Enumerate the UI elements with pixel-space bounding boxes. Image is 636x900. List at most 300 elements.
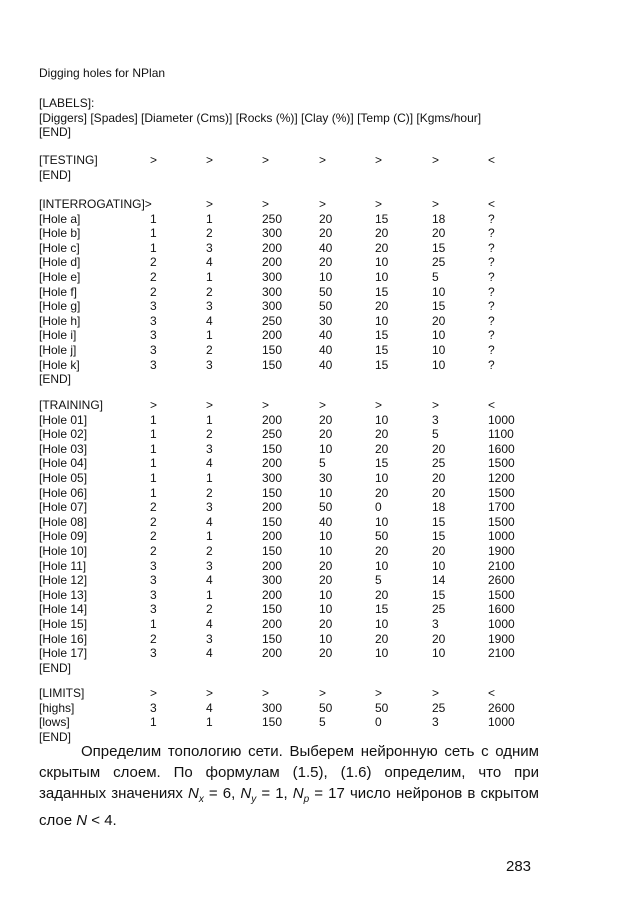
- table-cell: [Hole 13]: [39, 587, 88, 602]
- table-cell: 18: [432, 500, 446, 515]
- table-cell: >: [432, 398, 440, 412]
- table-cell: 20: [319, 646, 333, 661]
- table-cell: [Hole 15]: [39, 617, 88, 631]
- table-cell: >: [206, 153, 214, 167]
- table-cell: 40: [319, 240, 333, 255]
- section-end: [END]: [39, 729, 72, 744]
- table-cell: 15: [432, 529, 446, 544]
- table-cell: 1900: [488, 631, 515, 646]
- table-cell: 50: [375, 700, 389, 715]
- table-cell: 3: [432, 715, 439, 730]
- table-cell: 15: [375, 284, 389, 299]
- table-row: [0, 544, 636, 559]
- table-cell: 1500: [488, 485, 515, 500]
- table-cell: [Hole 16]: [39, 631, 88, 646]
- table-cell: ?: [488, 270, 495, 284]
- table-cell: 25: [432, 700, 446, 715]
- table-cell: 2: [150, 500, 157, 515]
- table-cell: >: [375, 398, 383, 412]
- table-cell: 1: [206, 715, 213, 730]
- table-cell: 20: [375, 427, 389, 442]
- table-cell: 1200: [488, 471, 515, 485]
- table-cell: 15: [432, 240, 446, 255]
- table-cell: 30: [319, 471, 333, 485]
- table-cell: [Hole 07]: [39, 500, 88, 515]
- table-row: [0, 471, 636, 486]
- table-cell: 14: [432, 573, 446, 588]
- table-cell: 20: [432, 441, 446, 456]
- table-cell: [Hole 06]: [39, 485, 88, 500]
- table-cell: 10: [319, 270, 333, 284]
- table-cell: >: [319, 153, 327, 167]
- table-cell: 40: [319, 328, 333, 343]
- table-cell: 20: [319, 211, 333, 226]
- table-cell: >: [150, 398, 158, 412]
- table-cell: ?: [488, 240, 495, 255]
- table-cell: 50: [319, 500, 333, 515]
- table-cell: 1: [206, 412, 213, 427]
- table-cell: 20: [375, 631, 389, 646]
- table-cell: 200: [262, 500, 283, 515]
- table-cell: 150: [262, 544, 283, 558]
- table-cell: 20: [375, 441, 389, 456]
- table-row: [0, 212, 636, 227]
- table-cell: 150: [262, 357, 283, 372]
- table-cell: 1: [206, 587, 213, 602]
- table-cell: 15: [432, 299, 446, 314]
- table-cell: 1600: [488, 602, 515, 617]
- table-row: [0, 486, 636, 501]
- table-cell: 5: [432, 427, 439, 442]
- table-cell: [lows]: [39, 715, 70, 730]
- table-cell: 2: [206, 602, 213, 617]
- table-cell: >: [319, 197, 327, 211]
- table-cell: [Hole 05]: [39, 471, 88, 485]
- table-cell: [Hole 08]: [39, 514, 88, 529]
- table-cell: 15: [432, 514, 446, 529]
- table-cell: 2600: [488, 573, 515, 588]
- table-cell: 25: [432, 255, 446, 270]
- table-cell: 20: [375, 240, 389, 255]
- table-cell: >: [206, 686, 214, 700]
- table-cell: ?: [488, 343, 495, 357]
- table-cell: [Hole 12]: [39, 573, 88, 588]
- table-cell: >: [262, 398, 270, 412]
- table-cell: 2: [206, 343, 213, 357]
- table-cell: 300: [262, 299, 283, 314]
- table-cell: 3: [150, 646, 157, 661]
- table-cell: >: [262, 686, 270, 700]
- table-cell: 1: [150, 441, 157, 456]
- table-cell: >: [319, 686, 327, 700]
- table-cell: 1: [150, 412, 157, 427]
- table-cell: [Hole 14]: [39, 602, 88, 617]
- table-cell: 150: [262, 715, 283, 730]
- table-row: [0, 602, 636, 617]
- table-cell: 300: [262, 700, 283, 715]
- table-cell: 300: [262, 226, 283, 241]
- table-cell: 10: [375, 313, 389, 328]
- table-cell: 150: [262, 485, 283, 500]
- table-cell: 25: [432, 456, 446, 471]
- table-cell: >: [375, 686, 383, 700]
- table-cell: 1: [206, 529, 213, 544]
- table-row: [0, 456, 636, 471]
- table-cell: 3: [150, 343, 157, 357]
- table-cell: 200: [262, 255, 283, 270]
- table-cell: ?: [488, 313, 495, 328]
- table-cell: >: [262, 153, 270, 167]
- table-cell: 20: [319, 617, 333, 631]
- table-cell: [Hole f]: [39, 284, 78, 299]
- table-cell: 10: [432, 284, 446, 299]
- labels-line: [Diggers] [Spades] [Diameter (Cms)] [Rocks (%)] [Clay (%)] [Temp (C)] [Kgms/hour]: [39, 111, 482, 125]
- table-cell: 2: [150, 529, 157, 544]
- table-cell: 1: [150, 456, 157, 471]
- table-cell: 3: [432, 412, 439, 427]
- table-cell: 10: [432, 343, 446, 357]
- table-cell: 5: [319, 715, 326, 730]
- table-cell: 2: [206, 544, 213, 558]
- table-cell: 200: [262, 587, 283, 602]
- table-cell: 3: [150, 573, 157, 588]
- table-cell: [Hole k]: [39, 357, 80, 372]
- table-cell: 20: [375, 485, 389, 500]
- table-cell: 2100: [488, 558, 515, 573]
- table-cell: 20: [375, 226, 389, 241]
- table-cell: [Hole 04]: [39, 456, 88, 471]
- table-cell: >: [150, 153, 158, 167]
- table-cell: 5: [319, 456, 326, 471]
- table-cell: <: [488, 153, 496, 167]
- table-cell: 20: [319, 573, 333, 588]
- table-cell: 1700: [488, 500, 515, 515]
- table-row: [0, 358, 636, 373]
- table-cell: 1: [150, 715, 157, 730]
- table-cell: 4: [206, 646, 213, 661]
- table-row: [0, 573, 636, 588]
- table-row: [0, 500, 636, 515]
- table-cell: 10: [319, 529, 333, 544]
- table-cell: 2: [206, 226, 213, 241]
- table-cell: 20: [319, 412, 333, 427]
- table-row: [0, 343, 636, 358]
- table-cell: >: [319, 398, 327, 412]
- table-cell: 2: [150, 270, 157, 284]
- table-cell: <: [488, 686, 496, 700]
- table-row: [0, 646, 636, 661]
- table-cell: 200: [262, 412, 283, 427]
- table-cell: >: [432, 686, 440, 700]
- table-cell: 1900: [488, 544, 515, 558]
- table-cell: 300: [262, 573, 283, 588]
- table-cell: 3: [206, 500, 213, 515]
- table-cell: ?: [488, 284, 495, 299]
- table-row: [0, 255, 636, 270]
- table-cell: 300: [262, 270, 283, 284]
- table-cell: 20: [319, 226, 333, 241]
- table-cell: [Hole 10]: [39, 544, 88, 558]
- table-cell: 1: [206, 270, 213, 284]
- table-row: [0, 226, 636, 241]
- table-cell: 10: [319, 602, 333, 617]
- table-cell: 10: [375, 255, 389, 270]
- table-cell: ?: [488, 328, 495, 343]
- table-cell: 1: [150, 427, 157, 442]
- training-header: [0, 398, 636, 413]
- table-row: [0, 617, 636, 632]
- table-cell: 20: [432, 631, 446, 646]
- table-cell: 20: [432, 471, 446, 485]
- table-cell: 150: [262, 343, 283, 357]
- table-cell: [Hole g]: [39, 299, 81, 314]
- page-number: 283: [506, 858, 532, 875]
- table-cell: >: [262, 197, 270, 211]
- table-cell: 4: [206, 617, 213, 631]
- table-cell: >: [375, 153, 383, 167]
- table-cell: 1500: [488, 456, 515, 471]
- table-cell: 1: [206, 328, 213, 343]
- table-cell: 20: [319, 255, 333, 270]
- table-row: [0, 442, 636, 457]
- table-cell: ?: [488, 211, 495, 226]
- table-cell: 15: [375, 357, 389, 372]
- table-cell: ?: [488, 299, 495, 314]
- table-cell: 250: [262, 211, 283, 226]
- table-cell: 1000: [488, 617, 515, 631]
- table-cell: 10: [375, 514, 389, 529]
- table-cell: 10: [319, 587, 333, 602]
- table-cell: [Hole b]: [39, 226, 81, 241]
- table-cell: 200: [262, 646, 283, 661]
- table-cell: 3: [150, 357, 157, 372]
- table-cell: 15: [432, 587, 446, 602]
- table-cell: 15: [375, 456, 389, 471]
- table-cell: 50: [319, 284, 333, 299]
- table-cell: 15: [375, 602, 389, 617]
- table-cell: 1: [150, 471, 157, 485]
- table-cell: 3: [206, 240, 213, 255]
- table-cell: 20: [319, 427, 333, 442]
- table-cell: 2: [150, 514, 157, 529]
- table-cell: 10: [319, 631, 333, 646]
- table-cell: 1100: [488, 427, 514, 442]
- table-cell: 10: [432, 328, 446, 343]
- table-cell: 10: [319, 485, 333, 500]
- table-cell: 150: [262, 602, 283, 617]
- table-cell: 2: [150, 255, 157, 270]
- table-cell: 2: [150, 544, 157, 558]
- table-cell: 3: [206, 441, 213, 456]
- table-cell: 40: [319, 343, 333, 357]
- table-row: [0, 285, 636, 300]
- table-cell: 250: [262, 313, 283, 328]
- table-cell: 1000: [488, 715, 515, 730]
- table-row: [0, 270, 636, 285]
- table-cell: >: [150, 686, 158, 700]
- table-cell: 3: [206, 299, 213, 314]
- table-cell: 20: [375, 544, 389, 558]
- table-row: [0, 314, 636, 329]
- table-cell: ?: [488, 357, 495, 372]
- table-cell: 25: [432, 602, 446, 617]
- table-cell: 1: [150, 485, 157, 500]
- table-cell: 20: [375, 299, 389, 314]
- table-cell: 10: [375, 412, 389, 427]
- table-cell: 1: [150, 226, 157, 241]
- table-cell: 15: [375, 328, 389, 343]
- table-cell: <: [488, 197, 496, 211]
- table-cell: 3: [150, 313, 157, 328]
- table-cell: 1: [150, 211, 157, 226]
- table-cell: 10: [319, 441, 333, 456]
- table-cell: 2: [150, 284, 157, 299]
- table-cell: 1: [206, 471, 213, 485]
- table-cell: 3: [150, 700, 157, 715]
- table-cell: 1: [206, 211, 213, 226]
- table-row: [0, 241, 636, 256]
- table-cell: [Hole j]: [39, 343, 77, 357]
- table-cell: 18: [432, 211, 446, 226]
- table-cell: 0: [375, 715, 382, 730]
- table-cell: 10: [375, 646, 389, 661]
- table-cell: 3: [150, 558, 157, 573]
- table-cell: 250: [262, 427, 283, 442]
- table-cell: [TRAINING]: [39, 398, 104, 412]
- table-row: [0, 701, 636, 716]
- section-end: [END]: [39, 167, 72, 182]
- table-cell: 0: [375, 500, 382, 515]
- table-cell: 3: [206, 558, 213, 573]
- table-cell: 200: [262, 617, 283, 631]
- table-cell: 300: [262, 284, 283, 299]
- interrogating-header: [0, 197, 636, 212]
- table-cell: [INTERROGATING]>: [39, 197, 152, 211]
- table-cell: 10: [319, 544, 333, 558]
- table-cell: 15: [375, 343, 389, 357]
- table-cell: 1: [150, 617, 157, 631]
- table-cell: 10: [432, 646, 446, 661]
- table-row: [0, 632, 636, 647]
- table-cell: [LIMITS]: [39, 686, 85, 700]
- table-cell: 3: [150, 587, 157, 602]
- table-cell: 2: [206, 284, 213, 299]
- table-cell: 1: [150, 240, 157, 255]
- table-row: [0, 515, 636, 530]
- section-end: [END]: [39, 372, 72, 387]
- table-cell: [Hole 03]: [39, 441, 88, 456]
- table-cell: 20: [432, 485, 446, 500]
- table-cell: 200: [262, 240, 283, 255]
- table-cell: [Hole i]: [39, 328, 77, 343]
- table-cell: 150: [262, 631, 283, 646]
- table-cell: [Hole 17]: [39, 646, 88, 661]
- table-row: [0, 715, 636, 730]
- table-row: [0, 413, 636, 428]
- table-cell: 15: [375, 211, 389, 226]
- table-cell: 1600: [488, 441, 515, 456]
- table-cell: [Hole 09]: [39, 529, 88, 544]
- table-cell: 1500: [488, 587, 515, 602]
- table-cell: 1000: [488, 412, 515, 427]
- table-cell: 300: [262, 471, 283, 485]
- table-cell: 2100: [488, 646, 515, 661]
- table-cell: 50: [319, 700, 333, 715]
- table-cell: 2600: [488, 700, 515, 715]
- table-cell: <: [488, 398, 496, 412]
- table-cell: 10: [375, 270, 389, 284]
- table-cell: 3: [206, 631, 213, 646]
- table-cell: 200: [262, 456, 283, 471]
- table-cell: 4: [206, 514, 213, 529]
- table-row: [0, 328, 636, 343]
- body-paragraph: Определим топологию сети. Выберем нейронную сеть с одним скрытым слоем. По формулам (1.5), (1.6) определим, что при заданных значениях $N_x = 6$, $N_y = 1$, $N_p = 17$ число нейронов в скрытом слое N < 4.: [39, 743, 539, 829]
- table-cell: 20: [375, 587, 389, 602]
- table-cell: >: [432, 153, 440, 167]
- table-cell: 20: [432, 226, 446, 241]
- table-cell: ?: [488, 226, 495, 241]
- table-cell: [Hole c]: [39, 240, 80, 255]
- table-cell: 2: [206, 427, 213, 442]
- table-row: [0, 588, 636, 603]
- labels-end: [END]: [39, 125, 72, 139]
- table-cell: 4: [206, 456, 213, 471]
- table-cell: 50: [319, 299, 333, 314]
- table-cell: 20: [432, 544, 446, 558]
- limits-header: [0, 686, 636, 701]
- table-cell: 200: [262, 328, 283, 343]
- table-cell: 2: [150, 631, 157, 646]
- page-heading: Digging holes for NPlan: [39, 66, 166, 80]
- table-cell: 40: [319, 514, 333, 529]
- table-cell: [Hole h]: [39, 313, 81, 328]
- table-cell: 4: [206, 313, 213, 328]
- labels-heading: [LABELS]:: [39, 96, 95, 110]
- table-row: [0, 427, 636, 442]
- table-cell: 200: [262, 529, 283, 544]
- table-cell: 10: [375, 558, 389, 573]
- table-cell: >: [206, 197, 214, 211]
- table-cell: 10: [432, 558, 446, 573]
- table-cell: 10: [432, 357, 446, 372]
- table-cell: 4: [206, 573, 213, 588]
- table-cell: 150: [262, 514, 283, 529]
- table-cell: 150: [262, 441, 283, 456]
- table-cell: 2: [206, 485, 213, 500]
- table-cell: 3: [150, 299, 157, 314]
- table-cell: 20: [432, 313, 446, 328]
- table-row: [0, 529, 636, 544]
- table-cell: >: [375, 197, 383, 211]
- table-cell: 5: [375, 573, 382, 588]
- table-cell: [Hole 01]: [39, 412, 88, 427]
- table-cell: 3: [432, 617, 439, 631]
- table-cell: >: [206, 398, 214, 412]
- table-cell: 40: [319, 357, 333, 372]
- table-cell: 1000: [488, 529, 515, 544]
- table-row: [0, 299, 636, 314]
- table-cell: 10: [375, 617, 389, 631]
- table-cell: 50: [375, 529, 389, 544]
- table-cell: [Hole a]: [39, 211, 81, 226]
- table-cell: 3: [206, 357, 213, 372]
- testing-row: [0, 153, 636, 168]
- table-cell: 20: [319, 558, 333, 573]
- table-cell: [Hole 11]: [39, 558, 87, 573]
- table-cell: 4: [206, 700, 213, 715]
- table-cell: 1500: [488, 514, 515, 529]
- table-cell: [Hole e]: [39, 270, 81, 284]
